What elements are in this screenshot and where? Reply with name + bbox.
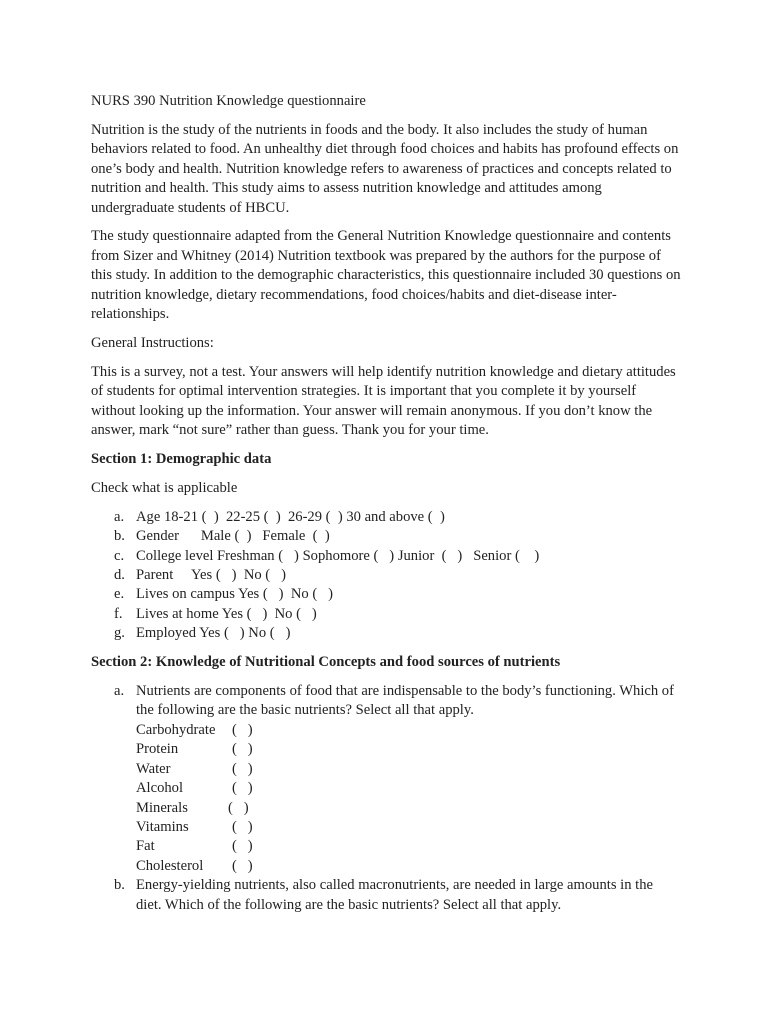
option-label: Alcohol (136, 780, 184, 797)
option-water (136, 760, 681, 779)
option-label: Cholesterol (136, 857, 204, 874)
list-marker: b. (114, 528, 125, 545)
list-marker: d. (114, 567, 125, 584)
demographic-item-college-level (91, 547, 681, 566)
option-carbohydrate (136, 721, 681, 740)
option-checkbox[interactable]: ( ) (232, 857, 253, 874)
knowledge-question-list (91, 682, 681, 915)
demographic-item-text: Lives on campus Yes ( ) No ( ) (136, 586, 333, 603)
question-b (91, 876, 681, 915)
option-label: Minerals (136, 799, 188, 816)
demographic-item-employed (91, 624, 681, 643)
demographic-item-text: Age 18-21 ( ) 22-25 ( ) 26-29 ( ) 30 and above ( ) (136, 508, 445, 525)
question-a-text: Nutrients are components of food that are indispensable to the body’s functioning. Which of the following are the basic nutrients? Select all that apply. (136, 683, 674, 719)
option-checkbox[interactable]: ( ) (228, 799, 249, 816)
demographic-list (91, 508, 681, 644)
option-label: Vitamins (136, 818, 189, 835)
list-marker: e. (114, 586, 125, 603)
instructions-heading: General Instructions: (91, 334, 214, 351)
option-checkbox[interactable]: ( ) (232, 741, 253, 758)
option-cholesterol (136, 857, 681, 876)
list-marker: c. (114, 547, 125, 564)
option-label: Protein (136, 741, 179, 758)
option-checkbox[interactable]: ( ) (232, 780, 253, 797)
demographic-item-lives-at-home (91, 605, 681, 624)
section-1-subheading: Check what is applicable (91, 479, 238, 496)
demographic-item-gender (91, 527, 681, 546)
document-page (91, 92, 681, 924)
section-1-heading: Section 1: Demographic data (91, 451, 272, 467)
instructions-text: This is a survey, not a test. Your answers will help identify nutrition knowledge and dietary attitudes of students for optimal intervention strategies. It is important that you complete it by yourself without looking up the information. Your answer will remain anonymous. If you don’t know the answer, mark “not sure” rather than guess. Thank you for your time. (91, 363, 676, 439)
demographic-item-age (91, 508, 681, 527)
option-label: Carbohydrate (136, 721, 216, 738)
option-label: Fat (136, 838, 155, 855)
demographic-item-lives-on-campus (91, 585, 681, 604)
document-title: NURS 390 Nutrition Knowledge questionnaire (91, 93, 366, 109)
option-label: Water (136, 760, 171, 777)
option-checkbox[interactable]: ( ) (232, 818, 253, 835)
section-2-heading: Section 2: Knowledge of Nutritional Concepts and food sources of nutrients (91, 654, 561, 671)
list-marker: f. (114, 605, 123, 622)
list-marker: b. (114, 877, 125, 894)
demographic-item-text: Employed Yes ( ) No ( ) (136, 625, 291, 642)
question-a (91, 682, 681, 876)
option-checkbox[interactable]: ( ) (232, 838, 253, 855)
demographic-item-text: Parent Yes ( ) No ( ) (136, 567, 286, 584)
option-alcohol (136, 779, 681, 798)
intro-paragraph-2: The study questionnaire adapted from the General Nutrition Knowledge questionnaire and contents from Sizer and Whitney (2014) Nutrition textbook was prepared by the authors for the purpose of this study. In addition to the demographic characteristics, this questionnaire included 30 questions on nutrition knowledge, dietary recommendations, food choices/habits and diet-disease inter-relationships. (91, 228, 681, 323)
demographic-item-parent (91, 566, 681, 585)
option-fat (136, 837, 681, 856)
question-b-text: Energy-yielding nutrients, also called macronutrients, are needed in large amounts in the diet. Which of the following are the basic nutrients? Select all that apply. (136, 877, 653, 913)
option-minerals (136, 799, 681, 818)
option-checkbox[interactable]: ( ) (232, 721, 253, 738)
demographic-item-text: College level Freshman ( ) Sophomore ( ) Junior ( ) Senior ( ) (136, 547, 540, 564)
list-marker: a. (114, 508, 125, 525)
option-protein (136, 740, 681, 759)
option-checkbox[interactable]: ( ) (232, 760, 253, 777)
option-vitamins (136, 818, 681, 837)
demographic-item-text: Gender Male ( ) Female ( ) (136, 528, 330, 545)
list-marker: g. (114, 625, 125, 642)
intro-paragraph-1: Nutrition is the study of the nutrients in foods and the body. It also includes the study of human behaviors related to food. An unhealthy diet through food choices and habits has profound effects on one’s body and health. Nutrition knowledge refers to awareness of practices and concepts related to nutrition and health. This study aims to assess nutrition knowledge and attitudes among undergraduate students of HBCU. (91, 121, 679, 216)
demographic-item-text: Lives at home Yes ( ) No ( ) (136, 605, 317, 622)
list-marker: a. (114, 683, 125, 700)
